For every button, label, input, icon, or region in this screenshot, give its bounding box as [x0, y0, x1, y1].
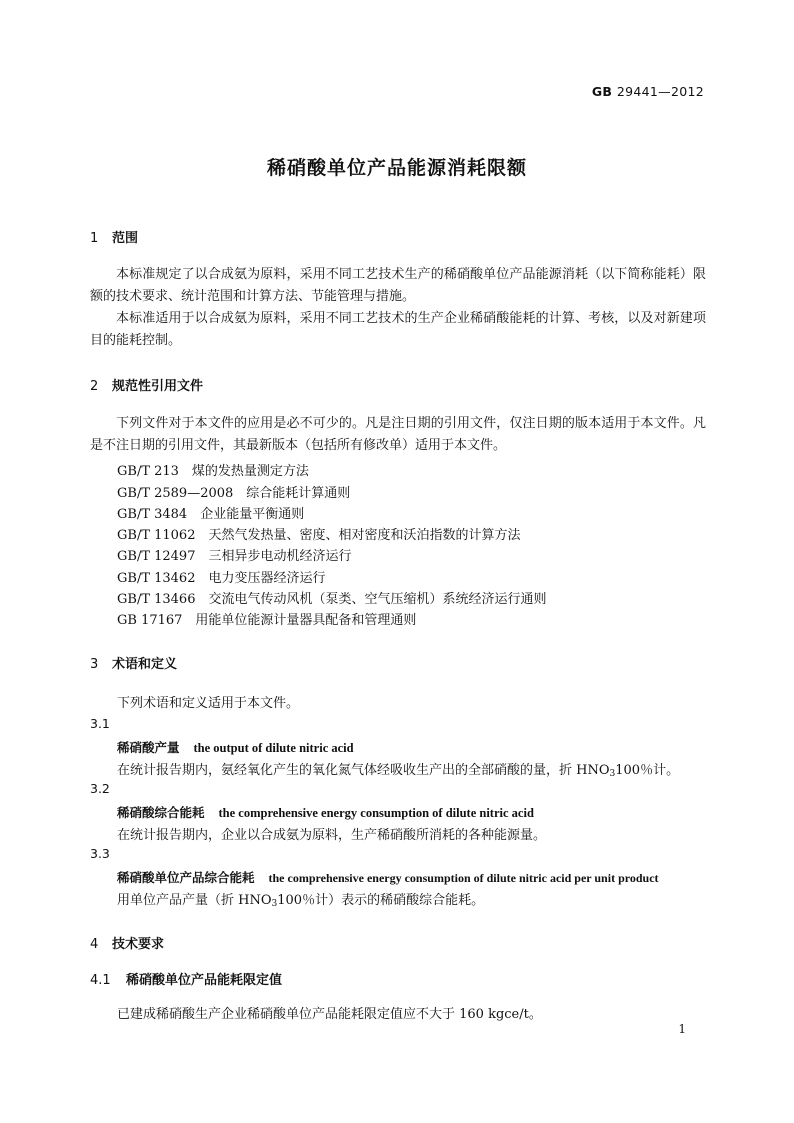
term-number: 3.1 — [90, 716, 110, 731]
reference-item: GB/T 13462 电力变压器经济运行 — [117, 571, 326, 586]
section-3-intro: 下列术语和定义适用于本文件。 — [117, 696, 300, 711]
term-en: the comprehensive energy consumption of dilute nitric acid — [218, 806, 534, 820]
section-4-heading — [90, 933, 164, 952]
section-number: 1 — [90, 231, 99, 246]
section-number: 3 — [90, 657, 99, 672]
document-title: 稀硝酸单位产品能源消耗限额 — [266, 157, 527, 179]
reference-item: GB/T 12497 三相异步电动机经济运行 — [117, 549, 352, 564]
term-3 — [117, 868, 659, 886]
term-number: 3.3 — [90, 846, 110, 861]
section-1-heading — [90, 227, 138, 246]
section-4-1-heading — [90, 969, 282, 988]
section-title: 规范性引用文件 — [112, 379, 204, 394]
term-zh: 稀硝酸产量 — [117, 740, 180, 755]
section-3-heading — [90, 653, 177, 672]
reference-item: GB/T 2589—2008 综合能耗计算通则 — [117, 486, 351, 501]
subscript: 3 — [271, 899, 278, 909]
section-number: 4.1 — [90, 973, 111, 988]
reference-item: GB/T 11062 天然气发热量、密度、相对密度和沃泊指数的计算方法 — [117, 528, 521, 543]
reference-item: GB 17167 用能单位能源计量器具配备和管理通则 — [117, 613, 417, 628]
section-title: 术语和定义 — [112, 657, 178, 672]
section-title: 范围 — [112, 231, 139, 246]
term-number: 3.2 — [90, 781, 110, 796]
section-title: 稀硝酸单位产品能耗限定值 — [126, 973, 283, 988]
reference-item: GB/T 213 煤的发热量测定方法 — [117, 464, 309, 479]
page-number: 1 — [678, 1022, 686, 1036]
definition-text: 100％计）表示的稀硝酸综合能耗。 — [277, 893, 485, 908]
section-4-1-paragraph: 已建成稀硝酸生产企业稀硝酸单位产品能耗限定值应不大于 160 kgce/t。 — [117, 1007, 542, 1022]
term-3-definition — [117, 889, 484, 909]
term-2 — [117, 803, 534, 821]
term-en: the output of dilute nitric acid — [193, 741, 354, 755]
term-zh: 稀硝酸综合能耗 — [117, 805, 205, 820]
term-1 — [117, 738, 354, 756]
term-en: the comprehensive energy consumption of dilute nitric acid per unit product — [268, 871, 659, 885]
section-2-paragraph-1: 下列文件对于本文件的应用是必不可少的。凡是注日期的引用文件，仅注日期的版本适用于本文件。凡是不注日期的引用文件，其最新版本（包括所有修改单）适用于本文件。 — [90, 416, 706, 453]
section-2-heading — [90, 375, 203, 394]
section-1-paragraph-2: 本标准适用于以合成氨为原料，采用不同工艺技术的生产企业稀硝酸能耗的计算、考核，以及对新建项目的能耗控制。 — [90, 311, 706, 348]
subscript: 3 — [609, 769, 616, 779]
term-zh: 稀硝酸单位产品综合能耗 — [117, 870, 255, 885]
section-number: 4 — [90, 937, 99, 952]
definition-text: 用单位产品产量（折 HNO — [117, 893, 272, 908]
definition-text: 在统计报告期内，氨经氧化产生的氧化氮气体经吸收生产出的全部硝酸的量，折 HNO — [117, 763, 610, 778]
section-title: 技术要求 — [112, 937, 165, 952]
reference-item: GB/T 3484 企业能量平衡通则 — [117, 507, 305, 522]
term-2-definition: 在统计报告期内，企业以合成氨为原料，生产稀硝酸所消耗的各种能源量。 — [117, 828, 547, 843]
standard-prefix: GB — [591, 84, 613, 99]
standard-code — [592, 84, 704, 99]
reference-item: GB/T 13466 交流电气传动风机（泵类、空气压缩机）系统经济运行通则 — [117, 592, 547, 607]
section-number: 2 — [90, 379, 99, 394]
section-1-paragraph-1: 本标准规定了以合成氨为原料，采用不同工艺技术生产的稀硝酸单位产品能源消耗（以下简称能耗）限额的技术要求、统计范围和计算方法、节能管理与措施。 — [90, 267, 706, 304]
standard-number: 29441—2012 — [616, 84, 704, 99]
definition-text: 100％计。 — [615, 763, 680, 778]
term-1-definition — [117, 759, 679, 779]
